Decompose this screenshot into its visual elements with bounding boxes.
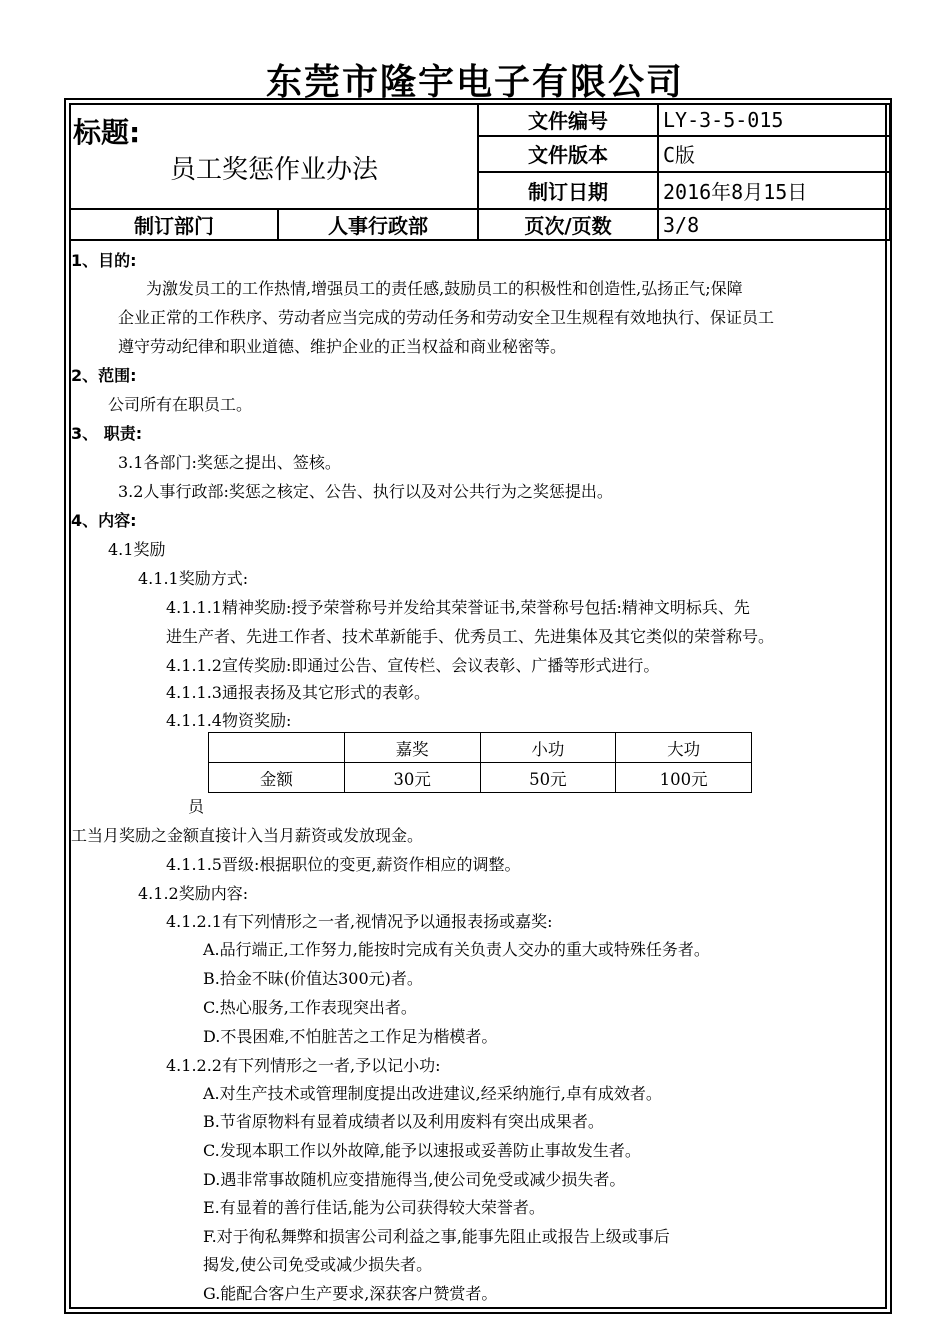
- doc-no-value: LY-3-5-015: [658, 104, 890, 136]
- list-item: G.能配合客户生产要求,深获客户赞赏者。: [203, 1284, 498, 1303]
- table-cell: 大功: [616, 733, 752, 763]
- section-heading: 1、目的:: [71, 251, 137, 270]
- paragraph-line: 4.1奖励: [108, 540, 166, 559]
- dept-label: 制订部门: [70, 209, 278, 240]
- prize-table: [208, 732, 752, 793]
- paragraph-line: 3.2人事行政部:奖惩之核定、公告、执行以及对公共行为之奖惩提出。: [118, 482, 613, 501]
- title-label: 标题:: [73, 116, 141, 149]
- table-cell: 50元: [480, 763, 616, 793]
- page-value: 3/8: [658, 209, 890, 240]
- paragraph-line: 4.1.2.1有下列情形之一者,视情况予以通报表扬或嘉奖:: [166, 912, 553, 931]
- paragraph-line: 4.1.2奖励内容:: [138, 884, 249, 903]
- table-cell: [209, 733, 345, 763]
- paragraph-line: 为激发员工的工作热情,增强员工的责任感,鼓励员工的积极性和创造性,弘扬正气;保障: [146, 279, 743, 298]
- paragraph-line: 4.1.1.4物资奖励:: [166, 711, 292, 730]
- section-heading: 2、范围:: [71, 366, 137, 385]
- list-item: E.有显着的善行佳话,能为公司获得较大荣誉者。: [203, 1198, 545, 1217]
- list-item: D.遇非常事故随机应变措施得当,使公司免受或减少损失者。: [203, 1170, 626, 1189]
- list-item: B.节省原物料有显着成绩者以及利用废料有突出成果者。: [203, 1112, 604, 1131]
- list-item: A.品行端正,工作努力,能按时完成有关负责人交办的重大或特殊任务者。: [203, 940, 710, 959]
- table-cell: 嘉奖: [344, 733, 480, 763]
- doc-no-label: 文件编号: [478, 104, 658, 136]
- doc-title: 员工奖惩作业办法: [169, 155, 378, 185]
- dept-value: 人事行政部: [278, 209, 478, 240]
- date-label: 制订日期: [478, 172, 658, 209]
- paragraph-line: 公司所有在职员工。: [108, 395, 253, 414]
- section-heading: 4、内容:: [71, 511, 137, 530]
- table-cell: 100元: [616, 763, 752, 793]
- header-table: [69, 103, 891, 241]
- title-cell: [70, 104, 478, 209]
- version-label: 文件版本: [478, 136, 658, 173]
- paragraph-line: 工当月奖励之金额直接计入当月薪资或发放现金。: [71, 826, 424, 845]
- list-item: C.热心服务,工作表现突出者。: [203, 998, 417, 1017]
- list-item: B.拾金不昧(价值达300元)者。: [203, 969, 423, 988]
- date-value: 2016年8月15日: [658, 172, 890, 209]
- paragraph-line: 4.1.1.1精神奖励:授予荣誉称号并发给其荣誉证书,荣誉称号包括:精神文明标兵、先: [166, 598, 750, 617]
- paragraph-line: 4.1.1.3通报表扬及其它形式的表彰。: [166, 683, 430, 702]
- paragraph-line: 企业正常的工作秩序、劳动者应当完成的劳动任务和劳动安全卫生规程有效地执行、保证员工: [118, 308, 775, 327]
- table-cell: 金额: [209, 763, 345, 793]
- table-cell: 30元: [344, 763, 480, 793]
- paragraph-line: 4.1.1.2宣传奖励:即通过公告、宣传栏、会议表彰、广播等形式进行。: [166, 656, 660, 675]
- table-cell: 小功: [480, 733, 616, 763]
- paragraph-line: 遵守劳动纪律和职业道德、维护企业的正当权益和商业秘密等。: [118, 337, 567, 356]
- version-value: C版: [658, 136, 890, 173]
- list-item: C.发现本职工作以外故障,能予以速报或妥善防止事故发生者。: [203, 1141, 641, 1160]
- company-title: 东莞市隆宇电子有限公司: [265, 62, 684, 103]
- list-item: D.不畏困难,不怕脏苦之工作足为楷模者。: [203, 1027, 498, 1046]
- paragraph-line: 3.1各部门:奖惩之提出、签核。: [118, 453, 341, 472]
- table-row: [209, 733, 752, 763]
- list-item: A.对生产技术或管理制度提出改进建议,经采纳施行,卓有成效者。: [203, 1084, 662, 1103]
- list-item: F.对于徇私舞弊和损害公司利益之事,能事先阻止或报告上级或事后: [203, 1227, 670, 1246]
- section-heading: 3、 职责:: [71, 424, 143, 443]
- table-row: [209, 763, 752, 793]
- paragraph-line: 4.1.1奖励方式:: [138, 569, 249, 588]
- paragraph-line: 4.1.2.2有下列情形之一者,予以记小功:: [166, 1056, 441, 1075]
- paragraph-line: 员: [188, 797, 205, 816]
- paragraph-line: 4.1.1.5晋级:根据职位的变更,薪资作相应的调整。: [166, 855, 521, 874]
- list-item: 揭发,使公司免受或减少损失者。: [203, 1255, 433, 1274]
- page-label: 页次/页数: [478, 209, 658, 240]
- paragraph-line: 进生产者、先进工作者、技术革新能手、优秀员工、先进集体及其它类似的荣誉称号。: [166, 627, 775, 646]
